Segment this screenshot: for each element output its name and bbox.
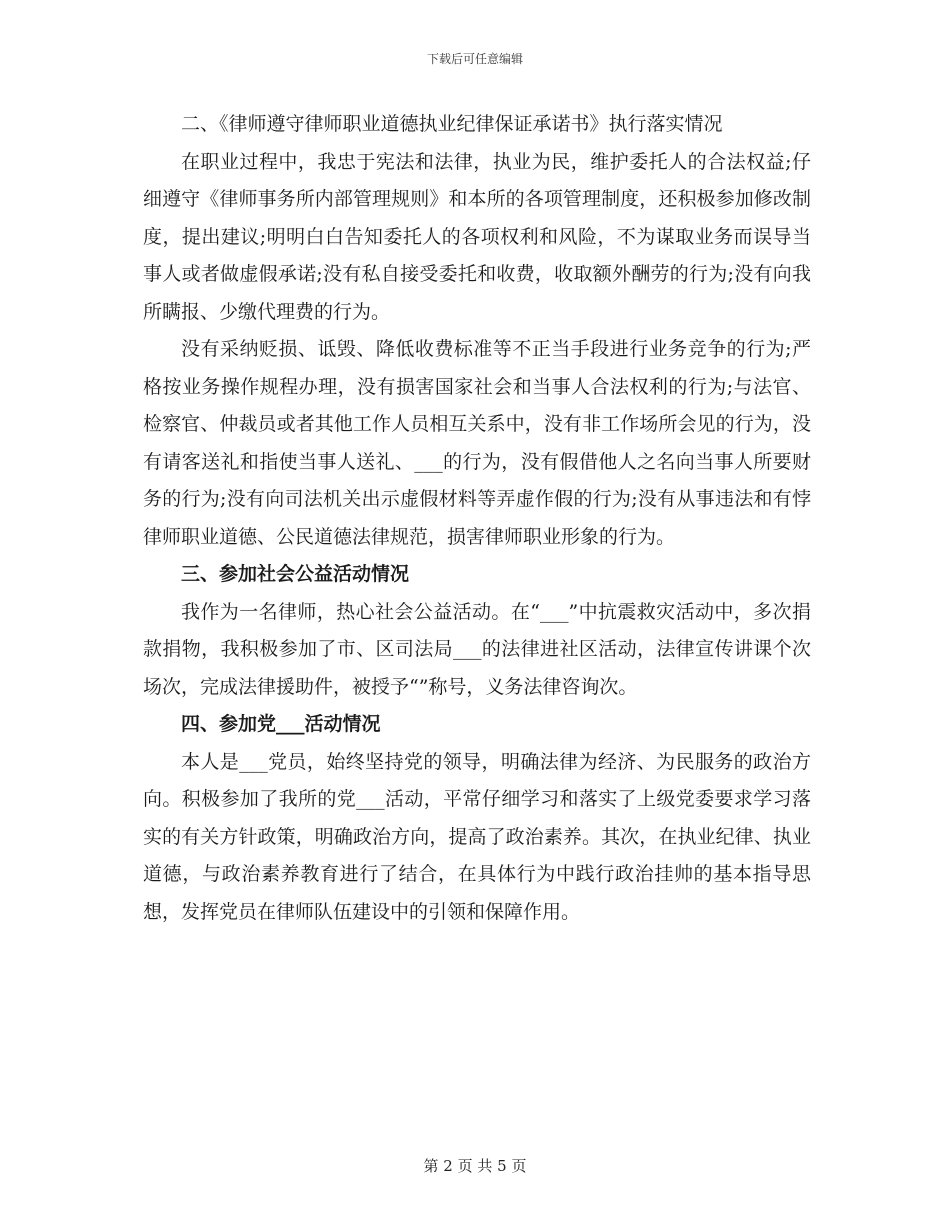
section-3-paragraph-1: 我作为一名律师，热心社会公益活动。在“___”中抗震救灾活动中，多次捐款捐物，我积极参加了市、区司法局___的法律进社区活动，法律宣传讲课个次场次，完成法律援助件，被授予“”称号，义务法律咨询次。 (143, 600, 811, 698)
document-body (143, 106, 811, 931)
section-4-heading: 四、参加党___活动情况 (181, 713, 381, 735)
page-header-note: 下载后可任意编辑 (426, 52, 523, 66)
section-4-paragraph-1: 本人是___党员，始终坚持党的领导，明确法律为经济、为民服务的政治方向。积极参加了我所的党___活动，平常仔细学习和落实了上级党委要求学习落实的有关方针政策，明确政治方向，提高了政治素养。其次，在执业纪律、执业道德，与政治素养教育进行了结合，在具体行为中践行政治挂帅的基本指导思想，发挥党员在律师队伍建设中的引领和保障作用。 (143, 750, 811, 923)
page-number: 第 2 页 共 5 页 (423, 1157, 527, 1175)
section-3-heading: 三、参加社会公益活动情况 (181, 563, 410, 585)
section-2-paragraph-2: 没有采纳贬损、诋毁、降低收费标准等不正当手段进行业务竞争的行为;严格按业务操作规程办理，没有损害国家社会和当事人合法权利的行为;与法官、检察官、仲裁员或者其他工作人员相互关系中，没有非工作场所会见的行为，没有请客送礼和指使当事人送礼、___的行为，没有假借他人之名向当事人所要财务的行为;没有向司法机关出示虚假材料等弄虚作假的行为;没有从事违法和有悖律师职业道德、公民道德法律规范，损害律师职业形象的行为。 (143, 338, 811, 548)
section-2-paragraph-1: 在职业过程中，我忠于宪法和法律，执业为民，维护委托人的合法权益;仔细遵守《律师事务所内部管理规则》和本所的各项管理制度，还积极参加修改制度，提出建议;明明白白告知委托人的各项权利和风险，不为谋取业务而误导当事人或者做虚假承诺;没有私自接受委托和收费，收取额外酬劳的行为;没有向我所瞒报、少缴代理费的行为。 (143, 150, 811, 323)
section-2-heading: 二、《律师遵守律师职业道德执业纪律保证承诺书》执行落实情况 (181, 113, 723, 135)
